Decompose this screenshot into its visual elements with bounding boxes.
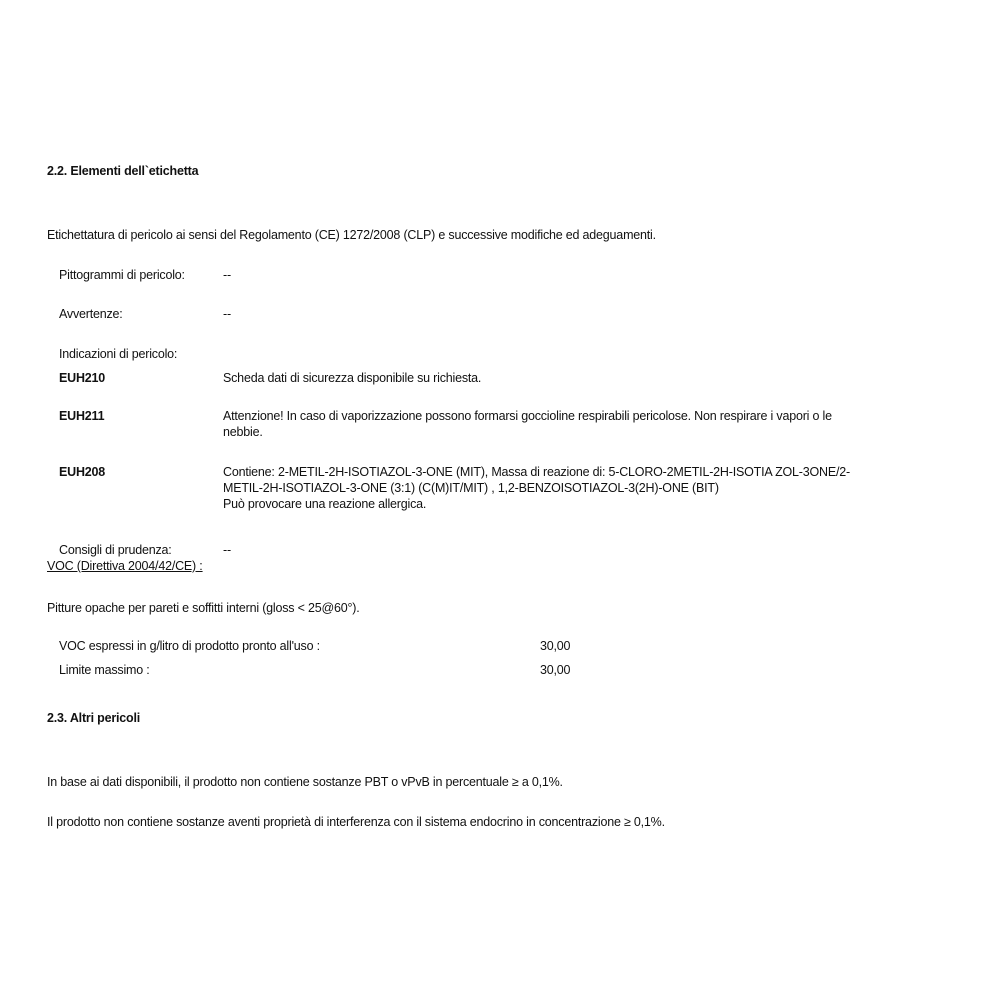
hazard-text-line: Può provocare una reazione allergica. xyxy=(223,497,427,511)
hazard-text-line: Contiene: 2-METIL-2H-ISOTIAZOL-3-ONE (MIT), Massa di reazione di: 5-CLORO-2METIL-2H-ISOTIA ZOL-3ONE/2- xyxy=(223,465,850,479)
voc-row-value: 30,00 xyxy=(540,639,571,653)
voc-description: Pitture opache per pareti e soffitti interni (gloss < 25@60°). xyxy=(47,601,360,615)
pictograms-value: -- xyxy=(223,268,231,282)
voc-row-value: 30,00 xyxy=(540,663,571,677)
voc-row-label: Limite massimo : xyxy=(59,663,150,677)
voc-row-label: VOC espressi in g/litro di prodotto pronto all'uso : xyxy=(59,639,320,653)
hazard-text-line: Scheda dati di sicurezza disponibile su richiesta. xyxy=(223,371,482,385)
endocrine-paragraph: Il prodotto non contiene sostanze aventi proprietà di interferenza con il sistema endocrino in concentrazione ≥ 0,1%. xyxy=(47,815,665,829)
voc-heading: VOC (Direttiva 2004/42/CE) : xyxy=(47,559,203,573)
hazard-text-line: Attenzione! In caso di vaporizzazione possono formarsi goccioline respirabili pericolose. Non respirare i vapori o le xyxy=(223,409,832,423)
pictograms-label: Pittogrammi di pericolo: xyxy=(59,268,185,282)
hazard-code: EUH211 xyxy=(59,409,105,423)
hazard-text-line: METIL-2H-ISOTIAZOL-3-ONE (3:1) (C(M)IT/MIT) , 1,2-BENZOISOTIAZOL-3(2H)-ONE (BIT) xyxy=(223,481,719,495)
warnings-value: -- xyxy=(223,307,231,321)
hazard-code: EUH208 xyxy=(59,465,106,479)
hazard-code: EUH210 xyxy=(59,371,106,385)
precautions-value: -- xyxy=(223,543,231,557)
clp-intro-text: Etichettatura di pericolo ai sensi del Regolamento (CE) 1272/2008 (CLP) e successive modifiche ed adeguamenti. xyxy=(47,228,656,242)
section-2-3-heading: 2.3. Altri pericoli xyxy=(47,711,140,725)
hazard-text-line: nebbie. xyxy=(223,425,263,439)
precautions-label: Consigli di prudenza: xyxy=(59,543,172,557)
pbt-paragraph: In base ai dati disponibili, il prodotto non contiene sostanze PBT o vPvB in percentuale ≥ a 0,1%. xyxy=(47,775,563,789)
warnings-label: Avvertenze: xyxy=(59,307,123,321)
section-2-2-heading: 2.2. Elementi dell`etichetta xyxy=(47,164,199,178)
hazard-statements-label: Indicazioni di pericolo: xyxy=(59,347,178,361)
